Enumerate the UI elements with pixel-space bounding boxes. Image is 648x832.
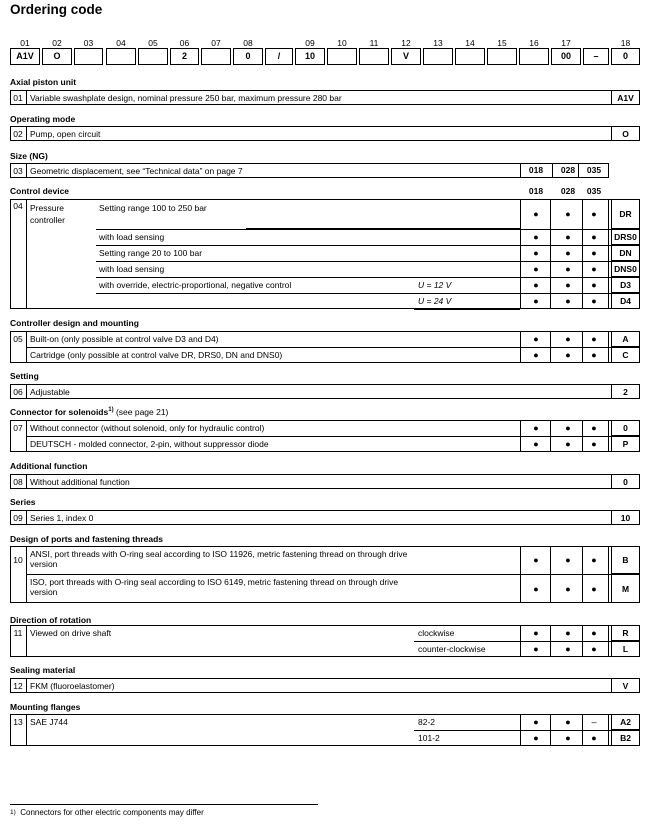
code-box (519, 48, 549, 65)
compat-dot: ● (591, 350, 597, 360)
dot-divider (520, 261, 521, 277)
dot-divider (608, 245, 609, 261)
code-box: 2 (170, 48, 199, 65)
row-separator (26, 574, 640, 575)
dot-divider (608, 714, 609, 730)
row-text: FKM (fluoroelastomer) (30, 681, 115, 691)
dot-divider (608, 546, 609, 574)
code-cell: DNS0 (611, 261, 640, 277)
dot-divider (550, 245, 551, 261)
row-number-divider (26, 384, 27, 399)
dot-divider (550, 261, 551, 277)
row-number-divider (26, 510, 27, 525)
compat-dot: ● (533, 232, 539, 242)
dot-divider (550, 199, 551, 229)
row-number: 03 (13, 165, 23, 176)
row-number: 10 (13, 555, 23, 565)
extra-underline (414, 309, 520, 310)
size-column-header: 018 (528, 186, 544, 196)
row-text: DEUTSCH - molded connector, 2-pin, without suppressor diode (30, 439, 269, 449)
dot-divider (520, 331, 521, 347)
dot-divider (550, 546, 551, 574)
compat-dot: ● (565, 439, 571, 449)
dot-divider (550, 277, 551, 293)
row-number: 02 (13, 128, 23, 139)
position-number: 04 (116, 38, 126, 48)
row-number-divider (26, 678, 27, 693)
code-box (455, 48, 485, 65)
size-divider (578, 163, 579, 178)
code-cell: 0 (611, 474, 640, 489)
compat-dot: ● (565, 423, 571, 433)
row-number-divider (26, 474, 27, 489)
row-number: 09 (13, 512, 23, 523)
row-extra: 101-2 (418, 733, 440, 743)
dot-divider (550, 730, 551, 746)
row-number: 05 (13, 334, 23, 344)
compat-dot: ● (565, 334, 571, 344)
section-heading-text: Control device (10, 186, 70, 196)
row-text: Cartridge (only possible at control valve DR, DRS0, DN and DNS0) (30, 350, 283, 360)
control-row-text: with load sensing (99, 232, 165, 242)
dot-divider (520, 436, 521, 452)
code-cell: 0 (611, 420, 640, 436)
row-separator (414, 730, 640, 731)
section-heading (10, 534, 163, 544)
code-box (138, 48, 168, 65)
compat-dot: ● (591, 209, 597, 219)
row-extra: 82-2 (418, 717, 436, 727)
row-text: Series 1, index 0 (30, 513, 94, 523)
section-heading (10, 77, 76, 87)
compat-dot: ● (591, 733, 597, 743)
compat-dot: ● (533, 439, 539, 449)
dot-divider (608, 641, 609, 657)
row-text: Geometric displacement, see “Technical data” on page 7 (30, 166, 243, 176)
position-number: 01 (20, 38, 30, 48)
position-number: 09 (305, 38, 315, 48)
row-number: 04 (13, 201, 23, 211)
dot-divider (550, 229, 551, 245)
dot-divider (520, 625, 521, 641)
row-separator (414, 641, 640, 642)
section-heading (10, 497, 36, 507)
row-number: 01 (13, 92, 23, 103)
compat-dot: ● (533, 350, 539, 360)
footnote-ref: 1) (108, 407, 114, 414)
dot-divider (550, 625, 551, 641)
section-heading (10, 318, 139, 328)
row-box (10, 510, 640, 525)
compat-dot: ● (533, 296, 539, 306)
row-number: 13 (13, 717, 23, 727)
position-number: 08 (243, 38, 253, 48)
section-heading-text: Connector for solenoids (10, 407, 109, 417)
section-heading (10, 461, 87, 471)
section-heading (10, 186, 69, 196)
dot-divider (608, 229, 609, 245)
code-box (327, 48, 357, 65)
size-column-header: 028 (560, 186, 576, 196)
row-number: 07 (13, 423, 23, 433)
compat-dot: ● (533, 628, 539, 638)
dot-divider (520, 245, 521, 261)
compat-dot: ● (533, 717, 539, 727)
compat-dot: ● (591, 264, 597, 274)
compat-dot: ● (591, 555, 597, 565)
page-title: Ordering code (10, 2, 103, 17)
dot-divider (520, 574, 521, 603)
code-box: A1V (10, 48, 40, 65)
dot-divider (608, 420, 609, 436)
compat-dot: ● (533, 583, 539, 594)
compat-dot: ● (533, 644, 539, 654)
section-heading-text: Series (10, 497, 36, 507)
dot-divider (608, 574, 609, 603)
section-heading-text: Axial piston unit (10, 77, 77, 87)
row-text: Without additional function (30, 477, 130, 487)
compat-dot: ● (565, 733, 571, 743)
dot-divider (608, 199, 609, 229)
dot-divider (520, 730, 521, 746)
code-cell: D4 (611, 293, 640, 309)
dot-divider (550, 574, 551, 603)
code-box: 0 (611, 48, 640, 65)
code-box (74, 48, 103, 65)
row-text: Built-on (only possible at control valve D3 and D4) (30, 334, 219, 344)
size-value: 028 (560, 165, 576, 175)
row-box (10, 384, 640, 399)
size-value: 018 (528, 165, 544, 175)
section-heading (10, 407, 168, 417)
compat-dot: ● (565, 248, 571, 258)
code-box: V (391, 48, 421, 65)
position-number: 06 (179, 38, 190, 48)
row-text: SAE J744 (30, 717, 68, 727)
code-cell: A2 (611, 714, 640, 730)
compat-dot: ● (591, 583, 597, 594)
position-number: 12 (401, 38, 411, 48)
row-number-divider (26, 625, 27, 657)
position-number: 07 (211, 38, 221, 48)
compat-dot: ● (591, 423, 597, 433)
position-number: 16 (529, 38, 539, 48)
section-heading-text: Operating mode (10, 114, 76, 124)
dot-divider (550, 714, 551, 730)
row-separator (96, 245, 640, 246)
dot-divider (520, 293, 521, 309)
compat-dot: ● (591, 248, 597, 258)
section-heading (10, 114, 75, 124)
row-box (10, 126, 640, 141)
row-text: Viewed on drive shaft (30, 628, 112, 638)
dot-divider (520, 641, 521, 657)
compat-dot: ● (533, 248, 539, 258)
control-row-text: with load sensing (99, 264, 165, 274)
code-cell: A1V (611, 90, 640, 105)
footnote-text: Connectors for other electric components may differ (20, 808, 204, 817)
dot-divider (550, 420, 551, 436)
row-text: Without connector (without solenoid, only for hydraulic control) (30, 423, 265, 433)
control-row-extra: U = 12 V (418, 280, 452, 290)
section-heading (10, 615, 91, 625)
dot-divider (520, 420, 521, 436)
dot-divider (520, 347, 521, 363)
compat-dot: ● (591, 296, 597, 306)
compat-dot: ● (591, 644, 597, 654)
dot-divider (550, 293, 551, 309)
position-number: 05 (148, 38, 158, 48)
compat-dot: ● (533, 334, 539, 344)
dot-divider (550, 436, 551, 452)
compat-dot: ● (565, 232, 571, 242)
compat-dot: ● (565, 296, 571, 306)
position-number: 15 (497, 38, 507, 48)
size-value: 035 (586, 165, 602, 175)
code-box: O (42, 48, 72, 65)
row-text: Adjustable (30, 387, 70, 397)
section-heading-text: Size (NG) (10, 151, 48, 161)
control-row-text: Setting range 20 to 100 bar (99, 248, 203, 258)
code-cell: L (611, 641, 640, 657)
code-box: – (583, 48, 609, 65)
compat-dot: ● (533, 280, 539, 290)
control-row-text: Setting range 100 to 250 bar (99, 203, 207, 213)
section-heading (10, 665, 75, 675)
dot-divider (520, 199, 521, 229)
code-cell: B (611, 546, 640, 574)
code-cell: B2 (611, 730, 640, 746)
code-box (423, 48, 453, 65)
code-cell: DN (611, 245, 640, 261)
row-number-divider (26, 163, 27, 178)
row-separator (26, 347, 640, 348)
position-number: 03 (83, 38, 94, 48)
dot-divider (608, 331, 609, 347)
dot-divider (520, 714, 521, 730)
section-heading-text: Controller design and mounting (10, 318, 139, 328)
section-heading-text: Direction of rotation (10, 615, 92, 625)
footnote (10, 808, 204, 818)
section-heading-text: Mounting flanges (10, 702, 81, 712)
dot-divider (520, 277, 521, 293)
position-number: 18 (620, 38, 631, 48)
compat-dot: ● (565, 583, 571, 594)
code-cell: 10 (611, 510, 640, 525)
code-box: 10 (295, 48, 325, 65)
dot-divider (608, 277, 609, 293)
position-number: 14 (465, 38, 475, 48)
position-number: 13 (433, 38, 443, 48)
code-box (106, 48, 136, 65)
code-box: 00 (551, 48, 581, 65)
compat-dot: ● (565, 264, 571, 274)
dot-divider (608, 436, 609, 452)
dot-divider (550, 347, 551, 363)
row-text: Variable swashplate design, nominal pressure 250 bar, maximum pressure 280 bar (30, 93, 342, 103)
compat-dot: ● (565, 717, 571, 727)
dot-divider (550, 331, 551, 347)
control-row-text: with override, electric-proportional, negative control (99, 280, 292, 290)
control-row-extra: U = 24 V (418, 296, 452, 306)
section-heading-text: Setting (10, 371, 39, 381)
size-column-header: 035 (586, 186, 602, 196)
row-number: 11 (13, 628, 23, 638)
dot-divider (550, 641, 551, 657)
row-separator (26, 436, 640, 437)
compat-dot: ● (565, 350, 571, 360)
compat-dot: ● (533, 555, 539, 565)
code-box (487, 48, 517, 65)
code-box (201, 48, 231, 65)
section-heading (10, 151, 48, 161)
control-label-line1: Pressure (30, 203, 65, 213)
heading-note: (see page 21) (113, 407, 169, 417)
compat-dot: ● (533, 209, 539, 219)
code-box: / (265, 48, 293, 65)
row-number: 06 (13, 386, 23, 397)
code-cell: D3 (611, 277, 640, 293)
row-number-divider (26, 90, 27, 105)
row-number: 12 (13, 680, 23, 691)
code-cell: M (611, 574, 640, 603)
compat-dot: ● (565, 628, 571, 638)
compat-dot: ● (565, 644, 571, 654)
compat-dot: ● (533, 423, 539, 433)
code-cell: C (611, 347, 640, 363)
compat-dot: – (591, 717, 597, 727)
section-heading (10, 702, 80, 712)
compat-dot: ● (533, 733, 539, 743)
row-text: ANSI, port threads with O-ring seal according to ISO 11926, metric fastening thread on through drive version (30, 549, 408, 569)
row-number-divider (26, 126, 27, 141)
dot-divider (608, 261, 609, 277)
dot-divider (608, 347, 609, 363)
dot-divider (608, 293, 609, 309)
position-number: 02 (52, 38, 62, 48)
row-extra: clockwise (418, 628, 455, 638)
compat-dot: ● (591, 280, 597, 290)
dot-divider (608, 730, 609, 746)
row-number-divider (26, 199, 27, 309)
size-divider (520, 163, 521, 178)
row-text: ISO, port threads with O-ring seal according to ISO 6149, metric fastening thread on through drive version (30, 577, 399, 597)
code-cell: DRS0 (611, 229, 640, 245)
code-cell: O (611, 126, 640, 141)
footnote-rule (10, 804, 318, 805)
footnote-mark: 1) (10, 809, 16, 816)
compat-dot: ● (591, 232, 597, 242)
code-box (359, 48, 389, 65)
code-box: 0 (233, 48, 263, 65)
section-heading-text: Additional function (10, 461, 88, 471)
compat-dot: ● (591, 628, 597, 638)
control-label-line2: controller (30, 215, 65, 225)
compat-dot: ● (533, 264, 539, 274)
compat-dot: ● (565, 280, 571, 290)
code-cell: 2 (611, 384, 640, 399)
compat-dot: ● (591, 439, 597, 449)
row-extra: counter-clockwise (418, 644, 486, 654)
position-number: 11 (369, 38, 379, 48)
code-cell: P (611, 436, 640, 452)
row-separator (96, 229, 640, 230)
section-heading (10, 371, 39, 381)
row-number-divider (26, 714, 27, 746)
section-heading-text: Sealing material (10, 665, 76, 675)
compat-dot: ● (565, 555, 571, 565)
code-cell: R (611, 625, 640, 641)
code-cell: A (611, 331, 640, 347)
dot-divider (520, 229, 521, 245)
position-number: 17 (561, 38, 571, 48)
code-cell: V (611, 678, 640, 693)
row-text: Pump, open circuit (30, 129, 101, 139)
dot-divider (520, 546, 521, 574)
dot-divider (608, 625, 609, 641)
section-heading-text: Design of ports and fastening threads (10, 534, 164, 544)
compat-dot: ● (565, 209, 571, 219)
size-divider (552, 163, 553, 178)
row-number: 08 (13, 476, 23, 487)
compat-dot: ● (591, 334, 597, 344)
row-separator (96, 261, 640, 262)
position-number: 10 (337, 38, 347, 48)
code-cell: DR (611, 199, 640, 229)
row-separator (96, 293, 640, 294)
row-separator (96, 277, 640, 278)
